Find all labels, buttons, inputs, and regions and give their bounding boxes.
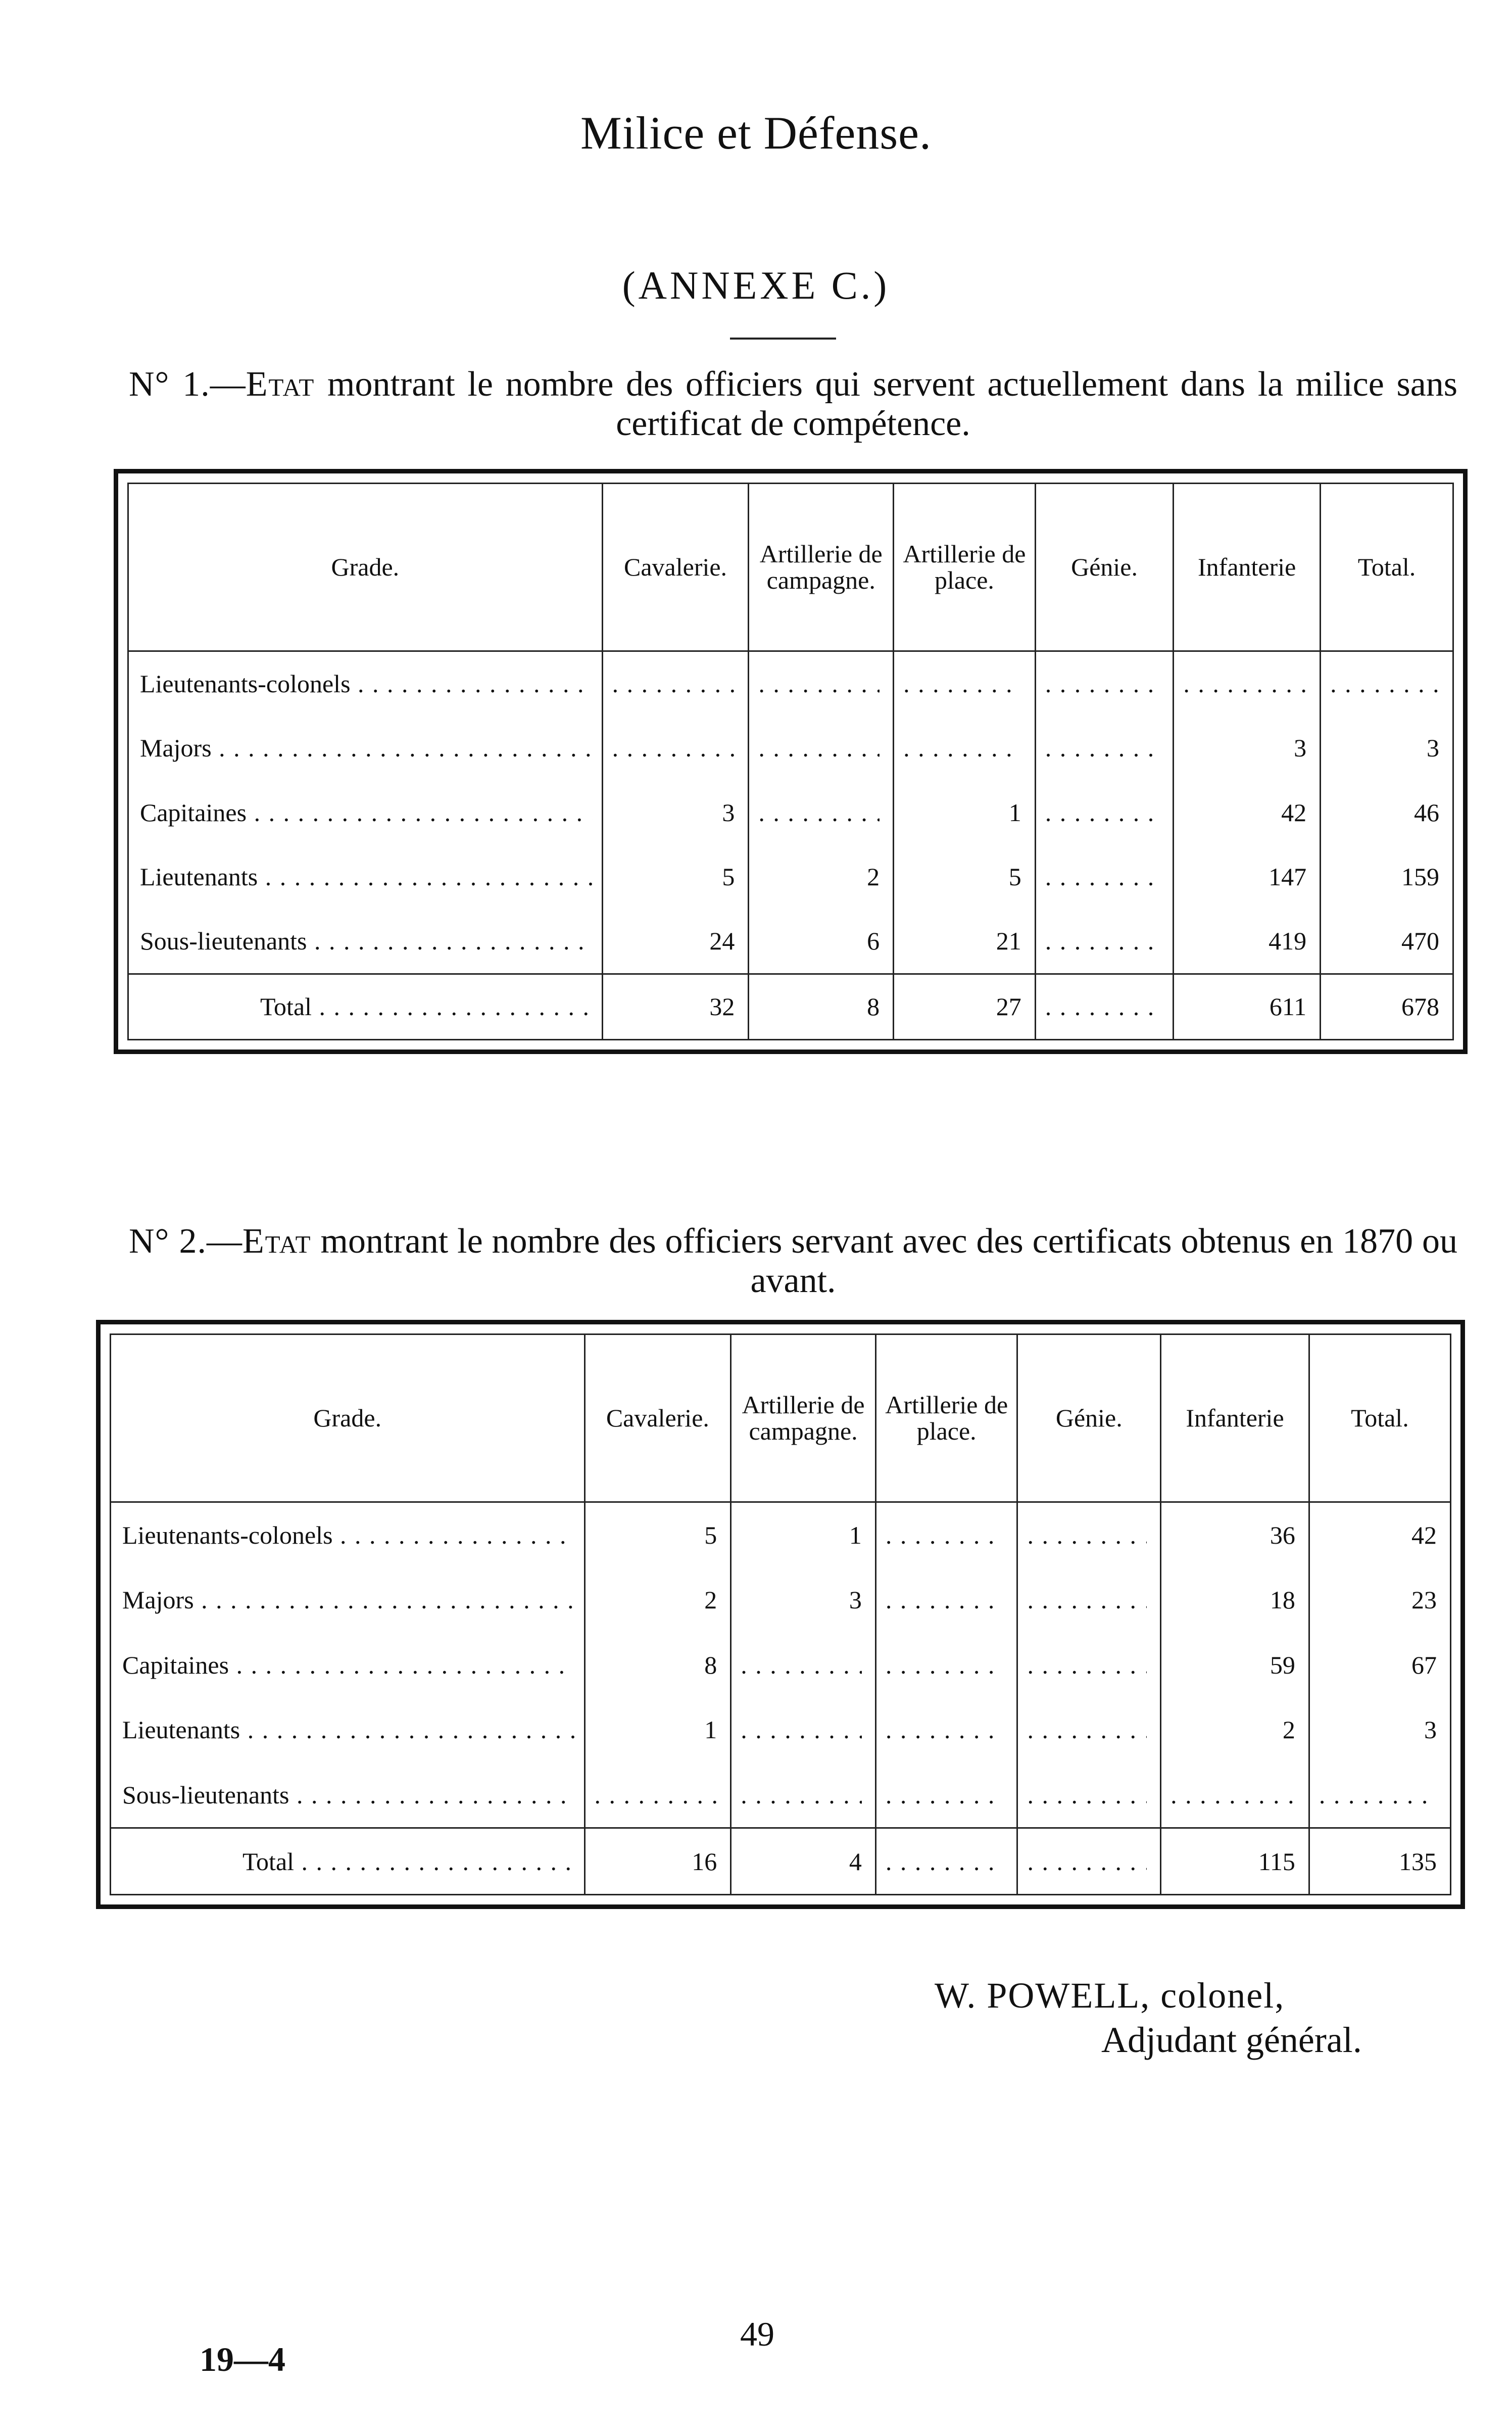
grade-label: Lieutenants . . . (122, 1715, 575, 1744)
cell-genie (1035, 909, 1174, 974)
cell-value: 59 (1270, 1650, 1295, 1679)
cell-infanterie (1174, 974, 1321, 1039)
cell-value: 16 (692, 1847, 717, 1876)
cell-value: 611 (1269, 992, 1307, 1021)
cell-artillerie-campagne (749, 780, 894, 844)
cell-cavalerie (602, 909, 749, 974)
grade-cell (129, 909, 602, 974)
printer-signature-mark: 19—4 (200, 2340, 285, 2378)
cell-value: 5 (1008, 862, 1021, 891)
cell-value: 4 (849, 1847, 862, 1876)
cell-infanterie (1174, 844, 1321, 909)
cell-total (1309, 1828, 1450, 1894)
cell-artillerie-place (894, 844, 1036, 909)
dot-leader (886, 1585, 1004, 1614)
dot-leader (1027, 1650, 1147, 1680)
dot-leader (1045, 798, 1160, 827)
cell-artillerie-campagne (731, 1567, 876, 1632)
cell-total (1309, 1697, 1450, 1762)
dot-leader (758, 733, 880, 762)
cell-value: 21 (996, 926, 1021, 955)
dot-leader (741, 1780, 862, 1809)
table-row (111, 1567, 1450, 1632)
cell-infanterie (1161, 1762, 1309, 1828)
cell-genie (1035, 716, 1174, 780)
cell-total (1321, 909, 1452, 974)
cell-artillerie-place (894, 909, 1036, 974)
cell-artillerie-place (875, 1697, 1017, 1762)
cell-value: 159 (1401, 862, 1439, 891)
table1-heading (129, 365, 1457, 444)
cell-total (1321, 780, 1452, 844)
table1-heading-number: N° 1.— (129, 365, 246, 404)
cell-artillerie-campagne (749, 844, 894, 909)
cell-cavalerie (602, 716, 749, 780)
table2-header-grade: Grade. (111, 1335, 584, 1502)
cell-value: 3 (1427, 734, 1439, 762)
cell-value: 18 (1270, 1586, 1295, 1614)
cell-value: 419 (1269, 926, 1307, 955)
cell-artillerie-campagne (749, 716, 894, 780)
cell-cavalerie (602, 974, 749, 1039)
dot-leader (612, 733, 735, 762)
cell-total (1321, 651, 1452, 716)
dot-leader (1027, 1780, 1147, 1809)
table1-header-genie: Génie. (1035, 484, 1174, 651)
table-row (129, 844, 1452, 909)
table2-inner-frame (110, 1333, 1451, 1895)
cell-value: 5 (704, 1520, 717, 1549)
dot-leader (758, 669, 880, 698)
dot-leader (1027, 1585, 1147, 1614)
cell-artillerie-campagne (731, 1633, 876, 1697)
cell-artillerie-place (894, 974, 1036, 1039)
table2-header-infanterie: Infanterie (1161, 1335, 1309, 1502)
grade-cell (111, 1697, 584, 1762)
cell-infanterie (1161, 1567, 1309, 1632)
cell-artillerie-place (875, 1828, 1017, 1894)
cell-artillerie-place (875, 1633, 1017, 1697)
signature-name: W. POWELL, colonel, (935, 1975, 1285, 2016)
grade-label: Total . . . (242, 1847, 575, 1876)
cell-infanterie (1161, 1828, 1309, 1894)
table2-heading-text: montrant le nombre des officiers servant avec des certificats obtenus en 1870 ou avant. (320, 1222, 1458, 1300)
cell-genie (1017, 1633, 1161, 1697)
signature-block (935, 1973, 1362, 2062)
cell-value: 2 (1282, 1715, 1295, 1744)
dot-leader (741, 1715, 862, 1744)
dot-leader (1319, 1780, 1437, 1809)
cell-infanterie (1161, 1697, 1309, 1762)
cell-infanterie (1161, 1502, 1309, 1567)
grade-cell (129, 974, 602, 1039)
grade-cell (111, 1828, 584, 1894)
grade-label: Total . . . (260, 992, 593, 1021)
cell-total (1309, 1762, 1450, 1828)
cell-value: 2 (867, 862, 880, 891)
total-row (129, 974, 1452, 1039)
grade-cell (129, 651, 602, 716)
dot-leader (1045, 862, 1160, 891)
cell-value: 1 (849, 1520, 862, 1549)
table-row (129, 651, 1452, 716)
cell-artillerie-campagne (731, 1828, 876, 1894)
cell-total (1321, 844, 1452, 909)
table2-frame (96, 1320, 1465, 1909)
cell-genie (1035, 974, 1174, 1039)
cell-value: 32 (709, 992, 735, 1021)
table1-header-infanterie: Infanterie (1174, 484, 1321, 651)
cell-value: 67 (1411, 1650, 1437, 1679)
table1-header-total: Total. (1321, 484, 1452, 651)
table-row (129, 909, 1452, 974)
cell-genie (1017, 1828, 1161, 1894)
table2-body (111, 1502, 1450, 1894)
cell-total (1309, 1502, 1450, 1567)
cell-value: 5 (722, 862, 735, 891)
cell-value: 3 (1294, 734, 1307, 762)
cell-artillerie-place (875, 1762, 1017, 1828)
table2-header-artillerie-campagne: Artillerie de campagne. (731, 1335, 876, 1502)
cell-artillerie-campagne (749, 909, 894, 974)
dot-leader (886, 1847, 1004, 1876)
cell-value: 36 (1270, 1520, 1295, 1549)
table2-heading-number: N° 2.— (129, 1222, 242, 1261)
grade-label: Lieutenants . . . (140, 862, 593, 891)
cell-genie (1035, 651, 1174, 716)
grade-cell (111, 1762, 584, 1828)
table1-heading-keyword: Etat (246, 365, 315, 404)
dot-leader (1027, 1715, 1147, 1744)
cell-artillerie-campagne (749, 651, 894, 716)
dot-leader (1183, 669, 1306, 698)
cell-value: 23 (1411, 1586, 1437, 1614)
cell-artillerie-campagne (731, 1697, 876, 1762)
cell-value: 8 (704, 1650, 717, 1679)
cell-cavalerie (602, 651, 749, 716)
cell-artillerie-place (894, 780, 1036, 844)
dot-leader (1045, 733, 1160, 762)
cell-genie (1035, 780, 1174, 844)
dot-leader (903, 669, 1021, 698)
cell-value: 2 (704, 1586, 717, 1614)
dot-leader (1330, 669, 1439, 698)
dot-leader (1170, 1780, 1295, 1809)
cell-infanterie (1174, 651, 1321, 716)
cell-artillerie-campagne (749, 974, 894, 1039)
cell-total (1309, 1633, 1450, 1697)
dot-leader (1045, 669, 1160, 698)
grade-cell (111, 1502, 584, 1567)
cell-artillerie-campagne (731, 1502, 876, 1567)
grade-cell (111, 1567, 584, 1632)
table1-header-cavalerie: Cavalerie. (602, 484, 749, 651)
cell-total (1309, 1567, 1450, 1632)
table1-inner-frame (127, 483, 1454, 1040)
cell-value: 135 (1399, 1847, 1437, 1876)
cell-total (1321, 716, 1452, 780)
dot-leader (1027, 1847, 1147, 1876)
dot-leader (903, 733, 1021, 762)
cell-cavalerie (584, 1697, 731, 1762)
grade-label: Lieutenants-colonels . . . (140, 669, 593, 698)
table-row (129, 716, 1452, 780)
dot-leader (886, 1715, 1004, 1744)
cell-value: 470 (1401, 926, 1439, 955)
cell-value: 42 (1411, 1520, 1437, 1549)
cell-value: 42 (1281, 798, 1307, 827)
cell-artillerie-place (875, 1567, 1017, 1632)
grade-label: Capitaines . . . (122, 1650, 575, 1680)
table1-header-grade: Grade. (129, 484, 602, 651)
cell-genie (1017, 1502, 1161, 1567)
dot-leader (1027, 1520, 1147, 1550)
cell-value: 678 (1401, 992, 1439, 1021)
cell-value: 147 (1269, 862, 1307, 891)
cell-value: 6 (867, 926, 880, 955)
cell-genie (1017, 1697, 1161, 1762)
table1 (129, 484, 1452, 1039)
grade-cell (129, 844, 602, 909)
cell-cavalerie (584, 1567, 731, 1632)
cell-infanterie (1161, 1633, 1309, 1697)
cell-artillerie-place (875, 1502, 1017, 1567)
table1-header-artillerie-place: Artillerie de place. (894, 484, 1036, 651)
cell-genie (1017, 1567, 1161, 1632)
grade-label: Sous-lieutenants . . . (140, 926, 593, 956)
table1-body (129, 651, 1452, 1039)
cell-cavalerie (602, 780, 749, 844)
cell-cavalerie (602, 844, 749, 909)
cell-genie (1035, 844, 1174, 909)
dot-leader (741, 1650, 862, 1680)
grade-label: Majors . . . (140, 733, 593, 762)
grade-label: Lieutenants-colonels . . . (122, 1520, 575, 1550)
cell-infanterie (1174, 780, 1321, 844)
cell-genie (1017, 1762, 1161, 1828)
cell-cavalerie (584, 1762, 731, 1828)
table2-header-artillerie-place: Artillerie de place. (875, 1335, 1017, 1502)
table-row (111, 1697, 1450, 1762)
table1-heading-text: montrant le nombre des officiers qui servent actuellement dans la milice sans certificat de compétence. (327, 365, 1458, 443)
page-title: Milice et Défense. (580, 107, 932, 159)
table-row (111, 1762, 1450, 1828)
cell-infanterie (1174, 909, 1321, 974)
cell-artillerie-place (894, 651, 1036, 716)
cell-value: 46 (1414, 798, 1439, 827)
table-row (111, 1502, 1450, 1567)
signature-title: Adjudant général. (1101, 2020, 1362, 2060)
grade-cell (111, 1633, 584, 1697)
grade-label: Majors . . . (122, 1585, 575, 1614)
cell-value: 27 (996, 992, 1021, 1021)
dot-leader (886, 1650, 1004, 1680)
table2-header-cavalerie: Cavalerie. (584, 1335, 731, 1502)
dot-leader (1045, 926, 1160, 956)
cell-cavalerie (584, 1502, 731, 1567)
total-row (111, 1828, 1450, 1894)
grade-cell (129, 780, 602, 844)
page-number: 49 (740, 2315, 774, 2353)
table-row (129, 780, 1452, 844)
cell-value: 1 (704, 1715, 717, 1744)
cell-value: 3 (1424, 1715, 1437, 1744)
table1-header-artillerie-campagne: Artillerie de campagne. (749, 484, 894, 651)
cell-value: 3 (849, 1586, 862, 1614)
table2-heading (129, 1222, 1457, 1301)
cell-value: 115 (1258, 1847, 1295, 1876)
table1-frame (114, 469, 1468, 1054)
table2-heading-keyword: Etat (242, 1222, 312, 1261)
annex-title: (ANNEXE C.) (622, 263, 890, 307)
cell-value: 8 (867, 992, 880, 1021)
cell-artillerie-place (894, 716, 1036, 780)
table2-header-total: Total. (1309, 1335, 1450, 1502)
cell-value: 24 (709, 926, 735, 955)
cell-value: 3 (722, 798, 735, 827)
dot-leader (886, 1520, 1004, 1550)
dot-leader (595, 1780, 717, 1809)
dot-leader (758, 798, 880, 827)
table2-header-genie: Génie. (1017, 1335, 1161, 1502)
cell-cavalerie (584, 1828, 731, 1894)
dot-leader (886, 1780, 1004, 1809)
table2 (111, 1335, 1450, 1894)
cell-total (1321, 974, 1452, 1039)
dot-leader (612, 669, 735, 698)
cell-artillerie-campagne (731, 1762, 876, 1828)
cell-infanterie (1174, 716, 1321, 780)
table-row (111, 1633, 1450, 1697)
grade-cell (129, 716, 602, 780)
title-divider (730, 338, 836, 340)
cell-value: 1 (1008, 798, 1021, 827)
grade-label: Capitaines . . . (140, 798, 593, 827)
grade-label: Sous-lieutenants . . . (122, 1780, 575, 1809)
dot-leader (1045, 992, 1160, 1021)
cell-cavalerie (584, 1633, 731, 1697)
